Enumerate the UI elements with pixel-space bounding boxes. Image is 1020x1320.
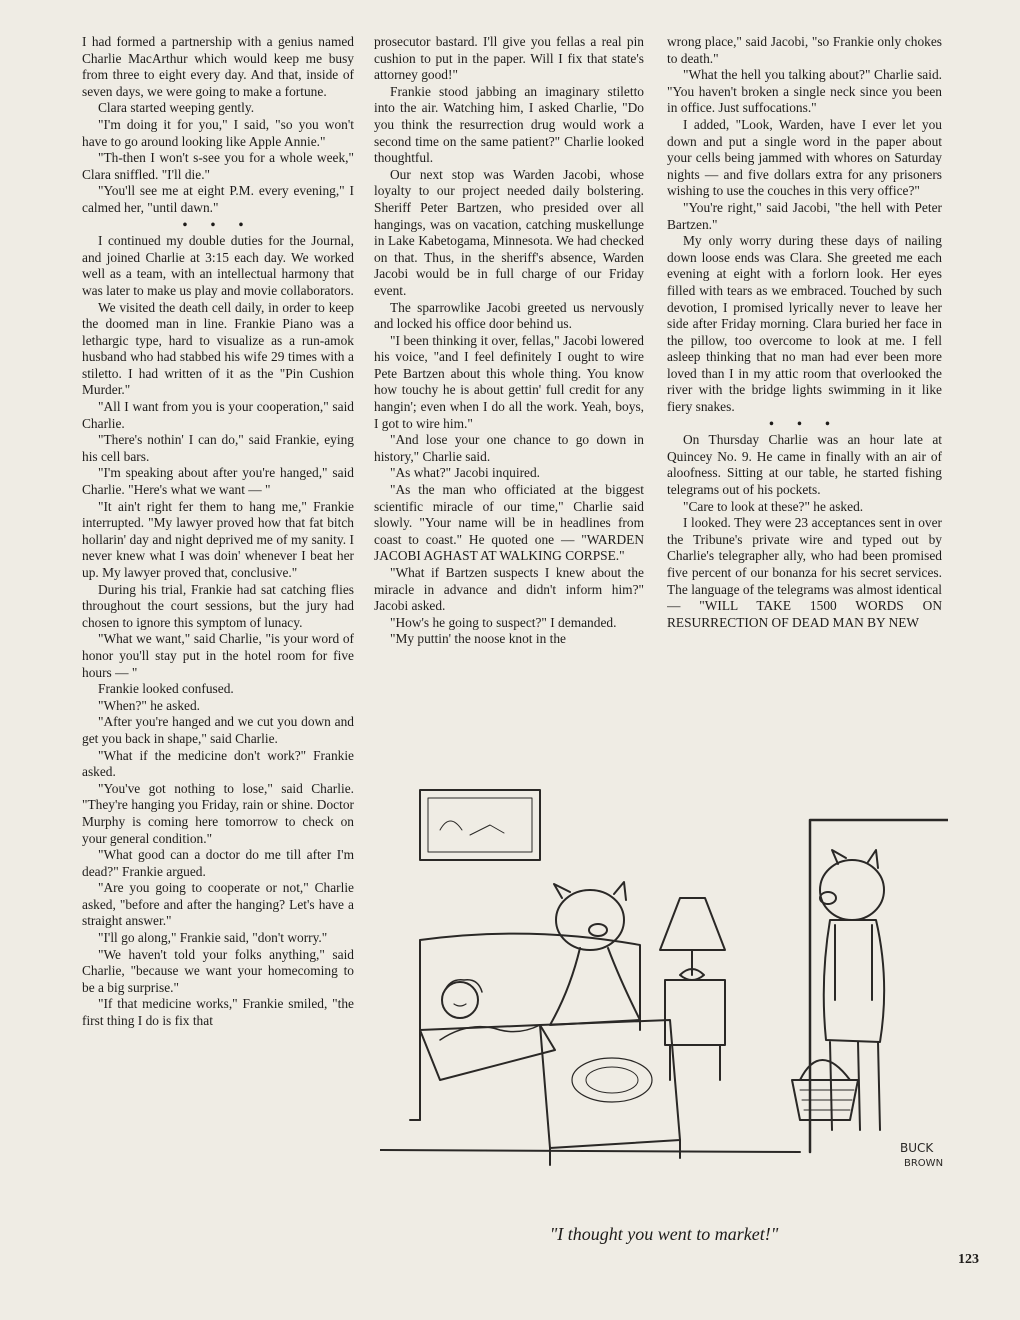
paragraph: "What if the medicine don't work?" Frankie asked. (82, 747, 354, 780)
paragraph: Frankie stood jabbing an imaginary stiletto into the air. Watching him, I asked Charlie, "Do you think the resurrection drug would work a second time on the same patient?" Charlie looked thoughtful. (374, 83, 644, 166)
paragraph: Our next stop was Warden Jacobi, whose loyalty to our project needed daily bolstering. Sheriff Peter Bartzen, who presided over all hangings, was on vacation, catching muskellunge in Lake Kabetogama, Minnesota. We had checked on that. Thus, in the sheriff's absence, Warden Jacobi would be in full charge of our Friday event. (374, 166, 644, 298)
paragraph: "And lose your one chance to go down in history," Charlie said. (374, 432, 644, 464)
paragraph: Frankie looked confused. (98, 681, 234, 697)
paragraph: "I been thinking it over, fellas," Jacobi lowered his voice, "and I feel definitely I ought to wire Pete Bartzen about this whole thing. You know how touchy he is about gettin' full credit for any hangin'; even when I do all the work. Yeah, boys, I got to wire him." (374, 332, 644, 431)
paragraph: "Are you going to cooperate or not," Charlie asked, "before and after the hanging? Let's have a straight answer." (82, 880, 354, 929)
paragraph: "All I want from you is your cooperation," said Charlie. (82, 399, 354, 431)
artist-signature-2: BROWN (904, 1158, 944, 1169)
paragraph: We visited the death cell daily, in order to keep the doomed man in line. Frankie Piano was a lethargic type, hard to visualize as a run-amok husband who had stabbed his wife 29 times with a stiletto. I had written of it as the "Pin Cushion Murder." (82, 299, 354, 398)
paragraph: I continued my double duties for the Journal, and joined Charlie at 3:15 each day. We worked well as a team, with an intellectual harmony that was later to make us play and movie collaborators. (82, 233, 354, 298)
paragraph: Clara started weeping gently. (98, 100, 255, 116)
paragraph: "You've got nothing to lose," said Charlie. "They're hanging you Friday, rain or shine. Doctor Murphy is coming here tomorrow to check on your general condition." (82, 780, 354, 846)
section-break: • • • (182, 216, 254, 232)
paragraph: "As what?" Jacobi inquired. (390, 465, 541, 481)
paragraph: "What the hell you talking about?" Charlie said. "You haven't broken a single neck since you been in office. Just suffocations." (667, 67, 942, 116)
paragraph: "As the man who officiated at the biggest scientific miracle of our time," Charlie said slowly. "Your name will be in headlines from coast to coast." He quoted one — "WARDEN JACOBI AGHAST AT WALKING CORPSE." (374, 482, 644, 564)
paragraph: "How's he going to suspect?" I demanded. (390, 614, 617, 630)
paragraph: "I'm doing it for you," I said, "so you won't have to go around looking like Apple Annie." (82, 116, 354, 149)
paragraph: "If that medicine works," Frankie smiled, "the first thing I do is fix that (82, 996, 354, 1029)
paragraph: "Th-then I won't s-see you for a whole week," Clara sniffled. "I'll die." (82, 150, 354, 182)
lamp (660, 898, 725, 950)
paragraph: "I'll go along," Frankie said, "don't worry." (98, 930, 328, 946)
paragraph: On Thursday Charlie was an hour late at Quincey No. 9. He came in finally with an air of aloofness. Sitting at our table, he started fishing telegrams out of his pockets. (667, 432, 942, 498)
paragraph: wrong place," said Jacobi, "so Frankie only chokes to death." (667, 34, 942, 66)
paragraph: "My puttin' the noose knot in the (390, 631, 566, 647)
pig-in-bed-head (556, 890, 624, 950)
text-column-1 (82, 34, 354, 1264)
paragraph: prosecutor bastard. I'll give you fellas a real pin cushion to put in the paper. Will I fix that state's attorney good!" (374, 34, 644, 83)
paragraph: The sparrowlike Jacobi greeted us nervously and locked his office door behind us. (374, 299, 644, 332)
pig-at-door-body (824, 920, 884, 1042)
basket-handle (800, 1060, 850, 1080)
paragraph: My only worry during these days of nailing down loose ends was Clara. She greeted me each evening at eight with a forlorn look. Her eyes filled with tears as we embraced. Touched by such devotion, I promised lyrically never to leave her side after Friday morning. Clara buried her face in the pillow, too overcome to look at me. I fell asleep thinking that no man had ever been more loved than I in my attic room that overlooked the river with the bridge lights swimming in it like fiery snakes. (667, 233, 942, 415)
paragraph: "What we want," said Charlie, "is your word of honor you'll stay put in the hotel room for five hours — " (82, 631, 354, 680)
paragraph: "You're right," said Jacobi, "the hell with Peter Bartzen." (667, 199, 942, 232)
paragraph: "We haven't told your folks anything," said Charlie, "because we want your homecoming to be a big surprise." (82, 946, 354, 995)
bed-headboard (420, 934, 640, 1120)
paragraph: "Care to look at these?" he asked. (683, 498, 864, 514)
paragraph: I looked. They were 23 acceptances sent in over the Tribune's private wire and typed out by Charlie's telegrapher ally, who had been promised five percent of our bonanza for his secret services. The language of the telegrams was almost identical — "WILL TAKE 1500 WORDS ON RESURRECTION OF DEAD MAN BY NEW (667, 515, 942, 630)
paragraph: "When?" he asked. (98, 697, 201, 713)
woman-head (442, 982, 478, 1018)
paragraph: "I'm speaking about after you're hanged," said Charlie. "Here's what we want — " (82, 465, 354, 498)
paragraph: "After you're hanged and we cut you down and get you back in shape," said Charlie. (82, 714, 354, 746)
paragraph: I added, "Look, Warden, have I ever let you down and put a single word in the paper about your cells being jammed with whores on Saturday nights — and five dollars extra for any prisoners wishing to use the couches in this very office?" (667, 116, 942, 199)
pig-at-door-head (820, 860, 884, 920)
paragraph: "There's nothin' I can do," said Frankie, eying his cell bars. (82, 432, 354, 464)
pig-in-bed-body (550, 948, 640, 1025)
page-number: 123 (958, 1252, 979, 1267)
artist-signature-1: BUCK (900, 1141, 934, 1155)
text-column-2 (374, 34, 644, 774)
paragraph: "What good can a doctor do me till after I'm dead?" Frankie argued. (82, 847, 354, 879)
cartoon-caption: "I thought you went to market!" (549, 1224, 779, 1244)
paragraph: I had formed a partnership with a genius named Charlie MacArthur which would keep me busy from three to eight every day. And that, inside of seven days, we were going to make a fortune. (82, 34, 354, 99)
paragraph: "It ain't right fer them to hang me," Frankie interrupted. "My lawyer proved how that fat bitch hollarin' day and night deprived me of my sanity. I never knew what I was doin' whenever I beat her up. My lawyer proved that, conclusive." (82, 498, 354, 580)
bed-footboard (540, 1020, 680, 1148)
text-column-3 (667, 34, 942, 774)
cartoon-illustration (380, 780, 948, 1200)
section-break: • • • (769, 415, 840, 431)
paragraph: "What if Bartzen suspects I knew about the miracle in advance and didn't inform him?" Jacobi asked. (374, 565, 644, 614)
wall-picture (420, 790, 540, 860)
paragraph: During his trial, Frankie had sat catching flies throughout the court sessions, but the jury had chosen to ignore this symptom of lunacy. (82, 581, 354, 630)
paragraph: "You'll see me at eight P.M. every evening," I calmed her, "until dawn." (82, 183, 354, 215)
